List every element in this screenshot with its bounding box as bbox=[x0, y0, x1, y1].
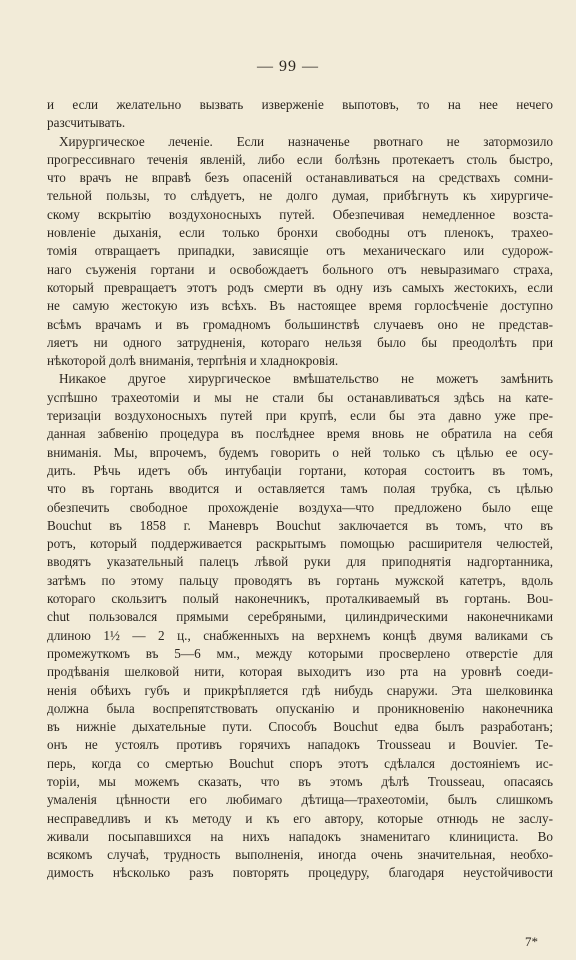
text-line: обезпечить свободное прохожденіе воздуха—что предложено было еще bbox=[47, 499, 553, 515]
text-line: Bouchut въ 1858 г. Маневръ Bouchut заключается въ томъ, что въ bbox=[47, 517, 553, 533]
text-line: онъ не устоялъ противъ горячихъ нападокъ Trousseau и Bouvier. Те- bbox=[47, 737, 553, 753]
text-line: вводятъ указательный палецъ лѣвой руки для приподнятія надгортанника, bbox=[47, 554, 553, 570]
text-line: прогрессивнаго теченія явленій, либо если болѣзнь протекаетъ столь быстро, bbox=[47, 151, 553, 167]
text-line: торіи, мы можемъ сказать, что въ этомъ дѣлѣ Trousseau, опасаясь bbox=[47, 773, 553, 789]
text-line: всѣмъ врачамъ и въ громадномъ большинствѣ случаевъ оно не представ- bbox=[47, 316, 553, 332]
text-line: промежуткомъ въ 5—6 мм., между которыми просверлено отверстіе для bbox=[47, 645, 553, 661]
text-line: новленіе дыханія, если только бронхи свободны отъ пленокъ, трахео- bbox=[47, 225, 553, 241]
text-line: умаленія цѣнности его любимаго дѣтища—трахеотоміи, былъ слишкомъ bbox=[47, 792, 553, 808]
text-line: всякомъ случаѣ, трудность выполненія, иногда очень значительная, необхо- bbox=[47, 847, 553, 863]
text-line: вниманія. Мы, впрочемъ, будемъ говорить о ней только съ цѣлью ее осу- bbox=[47, 444, 553, 460]
text-line: продѣванія шелковой нити, которая выходитъ изо рта на уровнѣ соеди- bbox=[47, 664, 553, 680]
text-line: котораго скользитъ полый наконечникъ, проталкиваемый въ гортань. Bou- bbox=[47, 591, 553, 607]
text-line: нѣкоторой долѣ вниманія, терпѣнія и хладнокровія. bbox=[47, 353, 339, 369]
signature-mark: 7* bbox=[525, 934, 538, 949]
text-line: затѣмъ по этому пальцу проводятъ въ гортань мужской катетръ, вдоль bbox=[47, 572, 553, 588]
text-line: дить. Рѣчь идетъ объ интубаціи гортани, которая состоитъ въ томъ, bbox=[47, 462, 553, 478]
text-line: томія отвращаетъ припадки, зависящіе отъ механическаго или судорож- bbox=[47, 243, 553, 259]
text-line: разсчитывать. bbox=[47, 115, 126, 131]
text-line: ненія обѣихъ губъ и прикрѣпляется гдѣ нибудь снаружи. Эта шелковинка bbox=[47, 682, 553, 698]
paragraph bbox=[47, 133, 553, 371]
text-line: живали посыпавшихся на нихъ нападокъ знаменитаго клинициста. Во bbox=[47, 828, 553, 844]
text-line: скому вскрытію воздухоносныхъ путей. Обезпечивая немедленное возста- bbox=[47, 206, 553, 222]
text-line: Хирургическое леченіе. Если назначенье рвотнаго не затормозило bbox=[59, 133, 553, 149]
text-line: димость нѣсколько разъ повторять процедуру, благодаря неустойчивости bbox=[47, 865, 553, 881]
text-line: что врачъ не вправѣ безъ опасеній останавливаться на средствахъ сомни- bbox=[47, 170, 553, 186]
text-line: въ нижніе дыхательные пути. Способъ Bouchut едва былъ разработанъ; bbox=[47, 719, 553, 735]
text-line: который превращаетъ этотъ родъ смерти въ одну изъ самыхъ жестокихъ, если bbox=[47, 279, 553, 295]
page-number: — 99 — bbox=[257, 58, 319, 75]
text-line: тельной пользы, то слѣдуетъ, не долго думая, прибѣгнуть къ хирургиче- bbox=[47, 188, 553, 204]
text-line: данная забвенію процедура въ послѣднее время вновь не обратила на себя bbox=[47, 426, 553, 442]
body-text bbox=[47, 96, 553, 883]
text-line: наго съуженія гортани и освобождаетъ больного отъ невыразимаго страха, bbox=[47, 261, 553, 277]
text-line: ляетъ ни одного затрудненія, котораго нельзя было бы преодолѣть при bbox=[47, 334, 553, 350]
text-line: что въ гортань вводится и оставляется тамъ полая трубка, съ цѣлью bbox=[47, 481, 553, 497]
text-line: успѣшно трахеотоміи и мы не стали бы останавливаться здѣсь на кате- bbox=[47, 389, 553, 405]
text-line: chut пользовался прямыми серебряными, цилиндрическими наконечниками bbox=[47, 609, 553, 625]
text-line: и если желательно вызвать изверженіе выпотовъ, то на нее нечего bbox=[47, 97, 553, 112]
text-line: несправедливъ и къ методу и къ его автору, которые отнюдь не заслу- bbox=[47, 810, 553, 826]
text-line: ротъ, который поддерживается раскрытымъ помощью расширителя челюстей, bbox=[47, 536, 553, 552]
text-line: перь, когда со смертью Bouchut споръ этотъ сдѣлался достояніемъ ис- bbox=[47, 755, 553, 771]
text-line: длиною 1½ — 2 ц., снабженныхъ на верхнемъ концѣ двумя валиками съ bbox=[47, 627, 553, 643]
text-line: должна была воспрепятствовать опусканію и проникновенію наконечника bbox=[47, 700, 553, 716]
paragraph bbox=[47, 370, 553, 882]
text-line: не самую жестокую изъ всѣхъ. Въ настоящее время горлосѣченіе доступно bbox=[47, 298, 553, 314]
text-line: Никакое другое хирургическое вмѣшательство не можетъ замѣнить bbox=[59, 371, 553, 387]
paragraph bbox=[47, 96, 553, 133]
text-line: теризаціи воздухоносныхъ путей при крупѣ, если бы эта давно уже пре- bbox=[47, 408, 553, 424]
